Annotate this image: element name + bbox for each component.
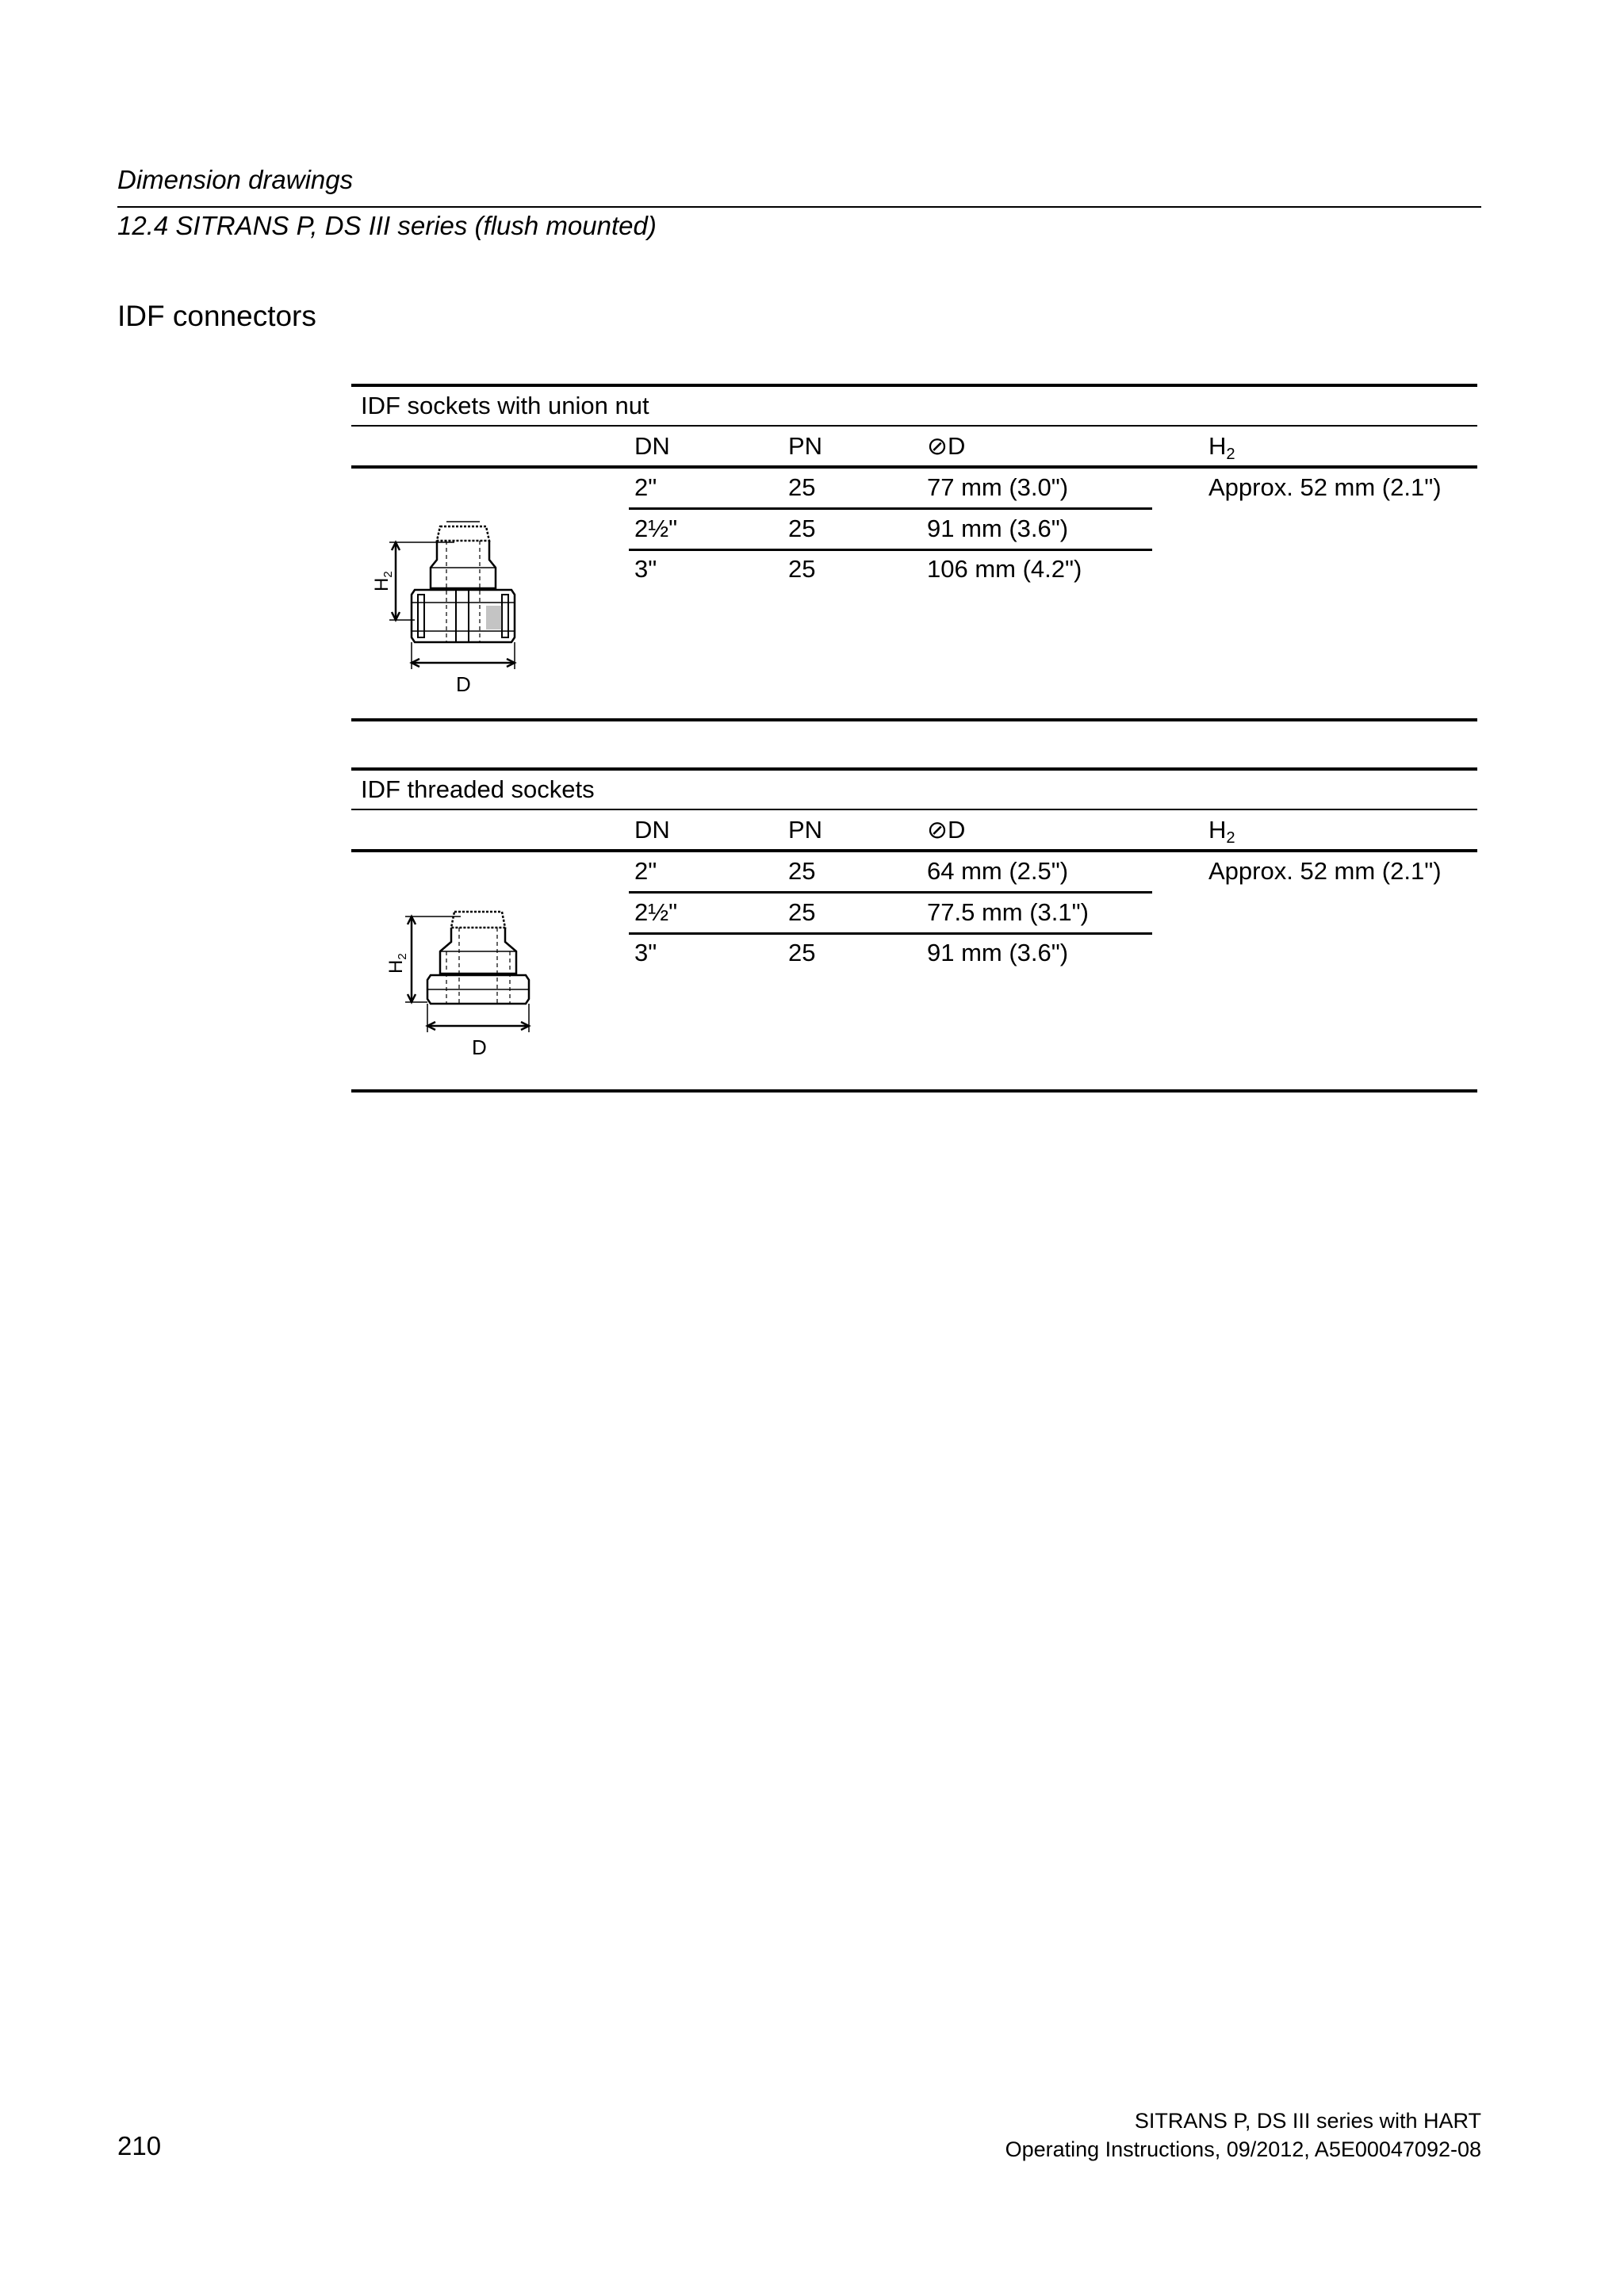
row-3-d: 106 mm (4.2") [927, 555, 1082, 583]
table-top-rule [351, 384, 1477, 387]
row-1-dn: 2" [634, 473, 657, 501]
row-2-d: 77.5 mm (3.1") [927, 898, 1089, 926]
running-header-section: 12.4 SITRANS P, DS III series (flush mounted) [117, 211, 657, 240]
page-number: 210 [117, 2131, 162, 2160]
row-rule [629, 549, 1152, 551]
row-2-dn: 2½" [634, 515, 678, 542]
table-idf-sockets-union-nut [351, 384, 1477, 721]
drawing-label-h2: $H_2$ [385, 953, 409, 974]
col-header-d: ⊘D [927, 432, 966, 460]
row-1-pn: 25 [788, 473, 816, 501]
row-rule [629, 932, 1152, 935]
table-bottom-rule [351, 1089, 1477, 1093]
row-1-d: 64 mm (2.5") [927, 857, 1069, 885]
row-rule [629, 507, 1152, 510]
row-1-d: 77 mm (3.0") [927, 473, 1069, 501]
drawing-label-d: D [472, 1035, 487, 1059]
footer-product: SITRANS P, DS III series with HART [1134, 2109, 1481, 2133]
col-header-h2: $H_2$ [1208, 816, 1235, 847]
row-rule [629, 891, 1152, 894]
caption-rule [351, 425, 1477, 427]
col-header-pn: PN [788, 816, 823, 844]
drawing-label-h2: $H_2$ [371, 571, 395, 591]
col-header-d: ⊘D [927, 816, 966, 844]
h2-value: Approx. 52 mm (2.1") [1208, 473, 1442, 501]
drawing-label-d: D [456, 672, 471, 696]
row-2-d: 91 mm (3.6") [927, 515, 1069, 542]
row-2-dn: 2½" [634, 898, 678, 926]
union-nut-drawing [367, 519, 557, 701]
col-header-dn: DN [634, 816, 670, 844]
row-1-pn: 25 [788, 857, 816, 885]
running-header-chapter: Dimension drawings [117, 165, 354, 194]
header-rule [117, 206, 1481, 208]
row-3-dn: 3" [634, 939, 657, 966]
table-bottom-rule [351, 718, 1477, 721]
threaded-socket-drawing [367, 901, 557, 1067]
section-title: IDF connectors [117, 300, 316, 332]
table-top-rule [351, 767, 1477, 771]
column-header-rule [351, 465, 1477, 469]
table-caption: IDF threaded sockets [361, 775, 595, 803]
row-1-dn: 2" [634, 857, 657, 885]
row-2-pn: 25 [788, 898, 816, 926]
table-idf-threaded-sockets [351, 767, 1477, 1093]
row-3-pn: 25 [788, 939, 816, 966]
table-caption: IDF sockets with union nut [361, 392, 649, 419]
col-header-pn: PN [788, 432, 823, 460]
row-3-pn: 25 [788, 555, 816, 583]
row-2-pn: 25 [788, 515, 816, 542]
h2-value: Approx. 52 mm (2.1") [1208, 857, 1442, 885]
col-header-dn: DN [634, 432, 670, 460]
row-3-d: 91 mm (3.6") [927, 939, 1069, 966]
column-header-rule [351, 849, 1477, 852]
footer-doc-info: Operating Instructions, 09/2012, A5E00047092-08 [1005, 2137, 1481, 2161]
col-header-h2: $H_2$ [1208, 432, 1235, 463]
caption-rule [351, 809, 1477, 810]
row-3-dn: 3" [634, 555, 657, 583]
